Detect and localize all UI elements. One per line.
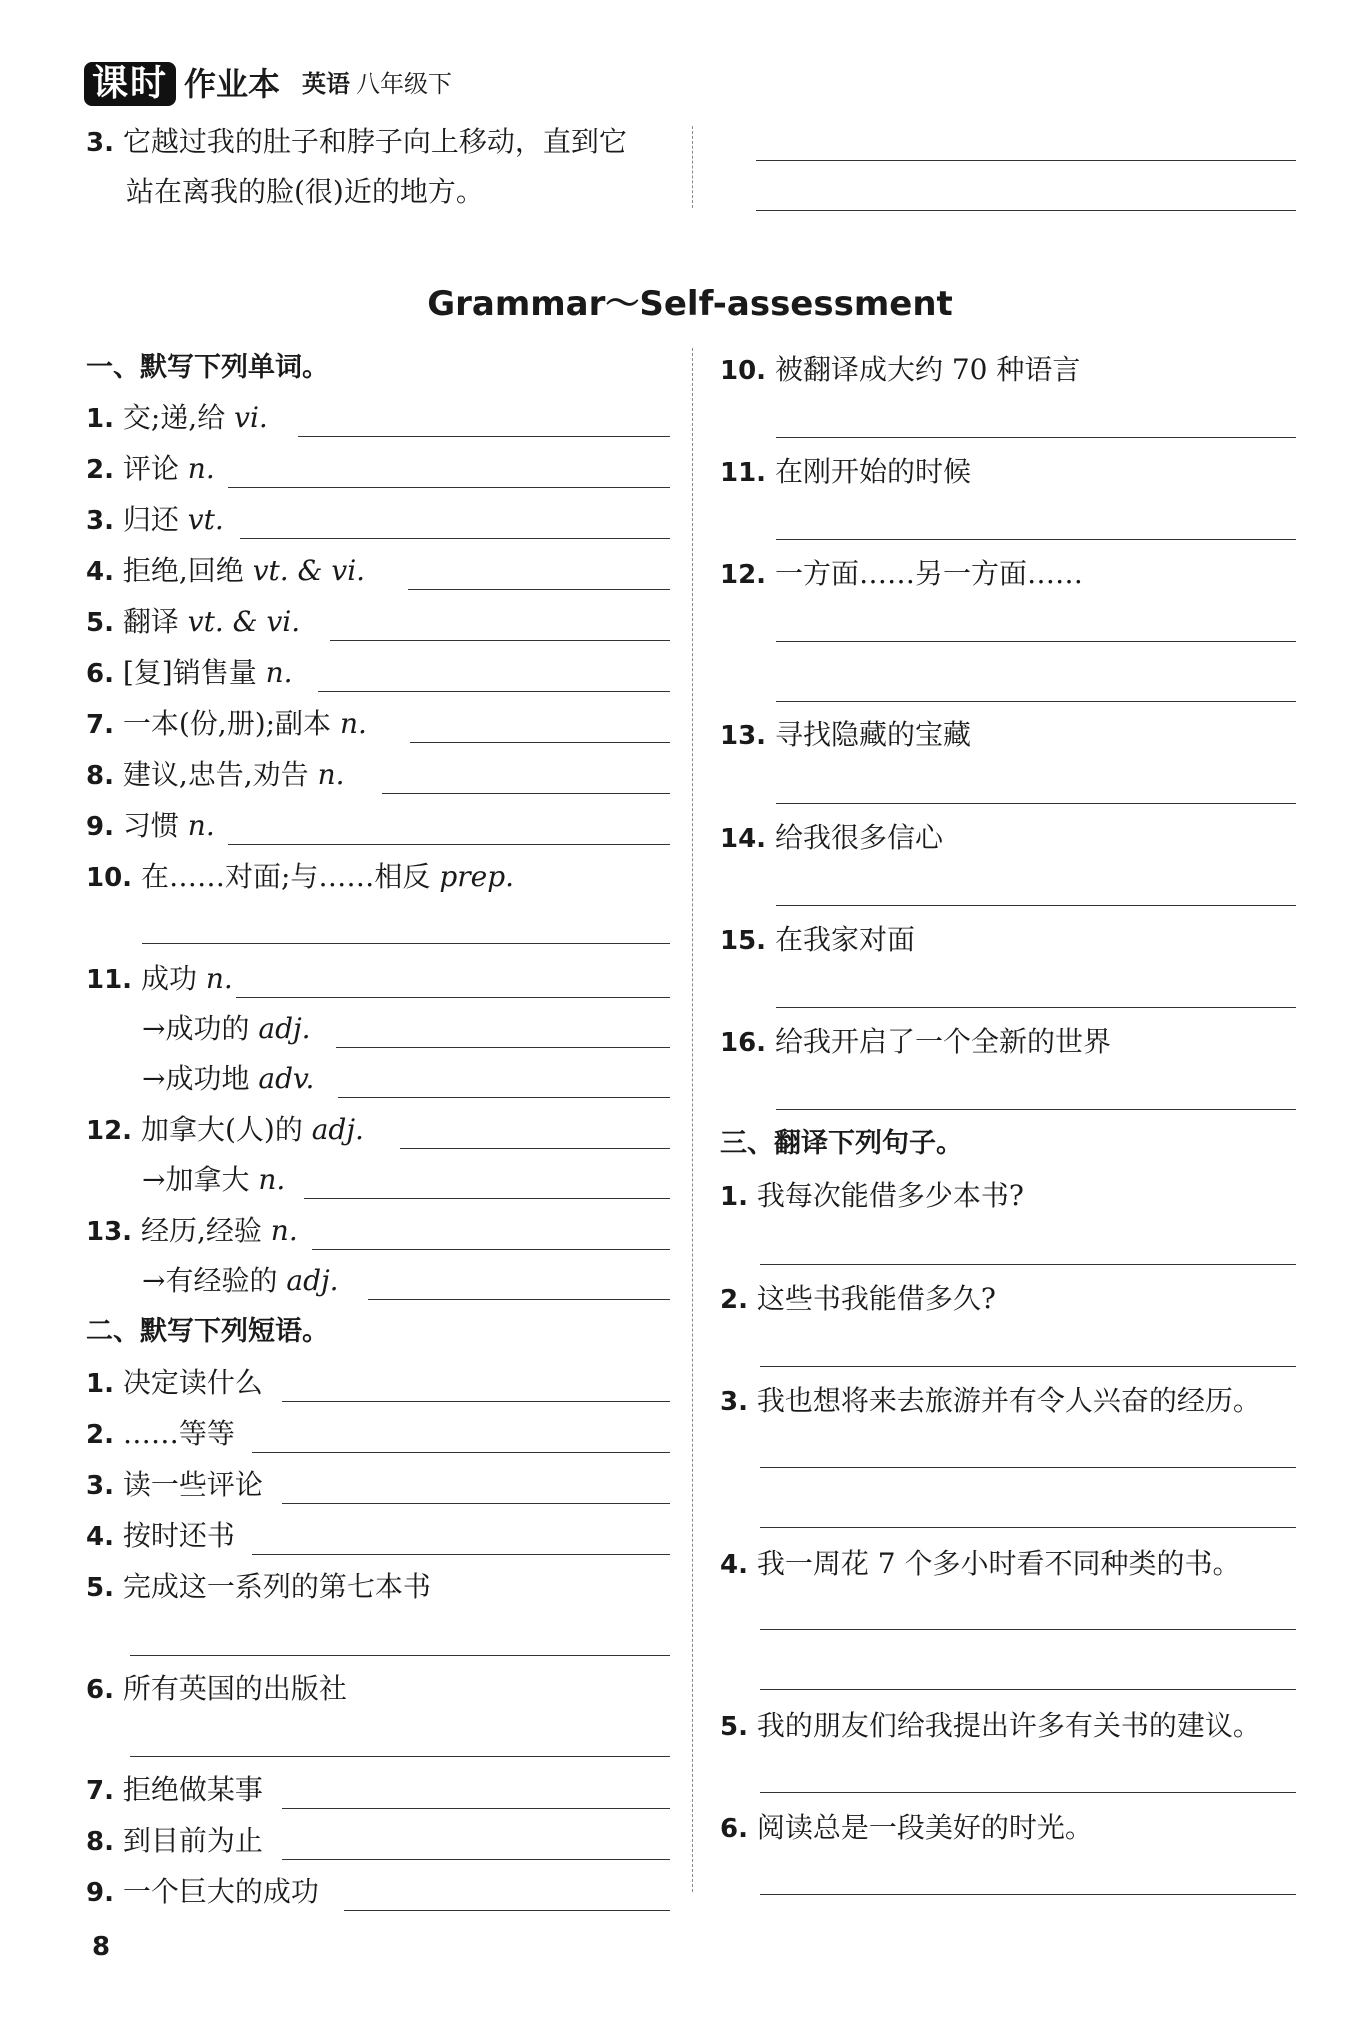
answer-line[interactable] [776, 803, 1296, 804]
word-item: 2. 评论 n. [86, 452, 215, 485]
phrase-item: 2. ……等等 [86, 1417, 235, 1450]
word-item: →有经验的 adj. [142, 1264, 339, 1297]
word-item: 8. 建议,忠告,劝告 n. [86, 758, 345, 791]
answer-line[interactable] [130, 1655, 670, 1656]
brand-name: 作业本 [184, 65, 281, 103]
subject-label: 英语 [302, 70, 351, 98]
sentence-item: 4. 我一周花 7 个多小时看不同种类的书。 [720, 1547, 1241, 1580]
phrase-item: 1. 决定读什么 [86, 1366, 263, 1399]
answer-line[interactable] [776, 1109, 1296, 1110]
answer-line[interactable] [312, 1249, 670, 1250]
answer-line[interactable] [252, 1554, 670, 1555]
phrase-item: 5. 完成这一系列的第七本书 [86, 1570, 431, 1603]
part3-heading: 三、翻译下列句子。 [720, 1128, 963, 1159]
answer-line[interactable] [760, 1527, 1296, 1528]
part1-heading: 一、默写下列单词。 [86, 352, 329, 383]
word-item: 3. 归还 vt. [86, 503, 224, 536]
answer-line[interactable] [236, 997, 670, 998]
answer-line[interactable] [776, 539, 1296, 540]
answer-line[interactable] [756, 210, 1296, 211]
sentence-item: 5. 我的朋友们给我提出许多有关书的建议。 [720, 1709, 1261, 1742]
page-number: 8 [92, 1932, 111, 1962]
answer-line[interactable] [338, 1097, 670, 1098]
phrase-item: 16. 给我开启了一个全新的世界 [720, 1025, 1111, 1058]
answer-line[interactable] [408, 589, 670, 590]
phrase-item: 7. 拒绝做某事 [86, 1773, 263, 1806]
answer-line[interactable] [298, 436, 670, 437]
answer-line[interactable] [330, 640, 670, 641]
word-item: →加拿大 n. [142, 1163, 286, 1196]
answer-line[interactable] [760, 1264, 1296, 1265]
answer-line[interactable] [228, 844, 670, 845]
phrase-item: 4. 按时还书 [86, 1519, 235, 1552]
answer-line[interactable] [282, 1401, 670, 1402]
answer-line[interactable] [368, 1299, 670, 1300]
answer-line[interactable] [382, 793, 670, 794]
sentence-item: 3. 我也想将来去旅游并有令人兴奋的经历。 [720, 1384, 1261, 1417]
word-item: 10. 在……对面;与……相反 prep. [86, 860, 515, 893]
answer-line[interactable] [304, 1198, 670, 1199]
section-title: Grammar～Self-assessment [427, 284, 953, 324]
word-item: 7. 一本(份,册);副本 n. [86, 707, 367, 740]
answer-line[interactable] [282, 1859, 670, 1860]
word-item: →成功的 adj. [142, 1012, 311, 1045]
answer-line[interactable] [760, 1689, 1296, 1690]
answer-line[interactable] [776, 1007, 1296, 1008]
answer-line[interactable] [760, 1629, 1296, 1630]
answer-line[interactable] [318, 691, 670, 692]
phrase-item: 13. 寻找隐藏的宝藏 [720, 718, 971, 751]
grade-label: 八年级下 [356, 70, 453, 98]
phrase-item: 8. 到目前为止 [86, 1824, 263, 1857]
answer-line[interactable] [400, 1148, 670, 1149]
answer-line[interactable] [776, 905, 1296, 906]
answer-line[interactable] [240, 538, 670, 539]
answer-line[interactable] [760, 1792, 1296, 1793]
page-header [84, 56, 452, 106]
column-divider [692, 348, 693, 1892]
word-item: 4. 拒绝,回绝 vt. & vi. [86, 554, 366, 587]
answer-line[interactable] [776, 641, 1296, 642]
phrase-item: 6. 所有英国的出版社 [86, 1672, 347, 1705]
sentence-item: 6. 阅读总是一段美好的时光。 [720, 1811, 1093, 1844]
answer-line[interactable] [776, 437, 1296, 438]
answer-line[interactable] [756, 160, 1296, 161]
brand-logo: 课时 [84, 62, 176, 106]
answer-line[interactable] [344, 1910, 670, 1911]
answer-line[interactable] [130, 1756, 670, 1757]
sentence-item: 1. 我每次能借多少本书? [720, 1179, 1024, 1212]
phrase-item: 9. 一个巨大的成功 [86, 1875, 319, 1908]
answer-line[interactable] [142, 943, 670, 944]
answer-line[interactable] [410, 742, 670, 743]
phrase-item: 10. 被翻译成大约 70 种语言 [720, 353, 1081, 386]
answer-line[interactable] [282, 1808, 670, 1809]
answer-line[interactable] [760, 1894, 1296, 1895]
top-item-line2: 站在离我的脸(很)近的地方。 [126, 175, 484, 208]
phrase-item: 11. 在刚开始的时候 [720, 455, 971, 488]
answer-line[interactable] [760, 1467, 1296, 1468]
column-divider-top [692, 126, 693, 208]
word-item: 9. 习惯 n. [86, 809, 215, 842]
answer-line[interactable] [776, 701, 1296, 702]
answer-line[interactable] [336, 1047, 670, 1048]
part2-heading: 二、默写下列短语。 [86, 1316, 329, 1347]
answer-line[interactable] [252, 1452, 670, 1453]
answer-line[interactable] [760, 1366, 1296, 1367]
phrase-item: 12. 一方面……另一方面…… [720, 557, 1083, 590]
phrase-item: 3. 读一些评论 [86, 1468, 263, 1501]
word-item: 11. 成功 n. [86, 962, 233, 995]
top-item-line1: 3. 它越过我的肚子和脖子向上移动，直到它 [86, 125, 627, 158]
word-item: 1. 交;递,给 vi. [86, 401, 268, 434]
answer-line[interactable] [228, 487, 670, 488]
word-item: →成功地 adv. [142, 1062, 315, 1095]
word-item: 6. [复]销售量 n. [86, 656, 293, 689]
phrase-item: 14. 给我很多信心 [720, 821, 943, 854]
word-item: 5. 翻译 vt. & vi. [86, 605, 301, 638]
word-item: 12. 加拿大(人)的 adj. [86, 1113, 364, 1146]
answer-line[interactable] [282, 1503, 670, 1504]
word-item: 13. 经历,经验 n. [86, 1214, 298, 1247]
sentence-item: 2. 这些书我能借多久? [720, 1282, 996, 1315]
phrase-item: 15. 在我家对面 [720, 923, 915, 956]
